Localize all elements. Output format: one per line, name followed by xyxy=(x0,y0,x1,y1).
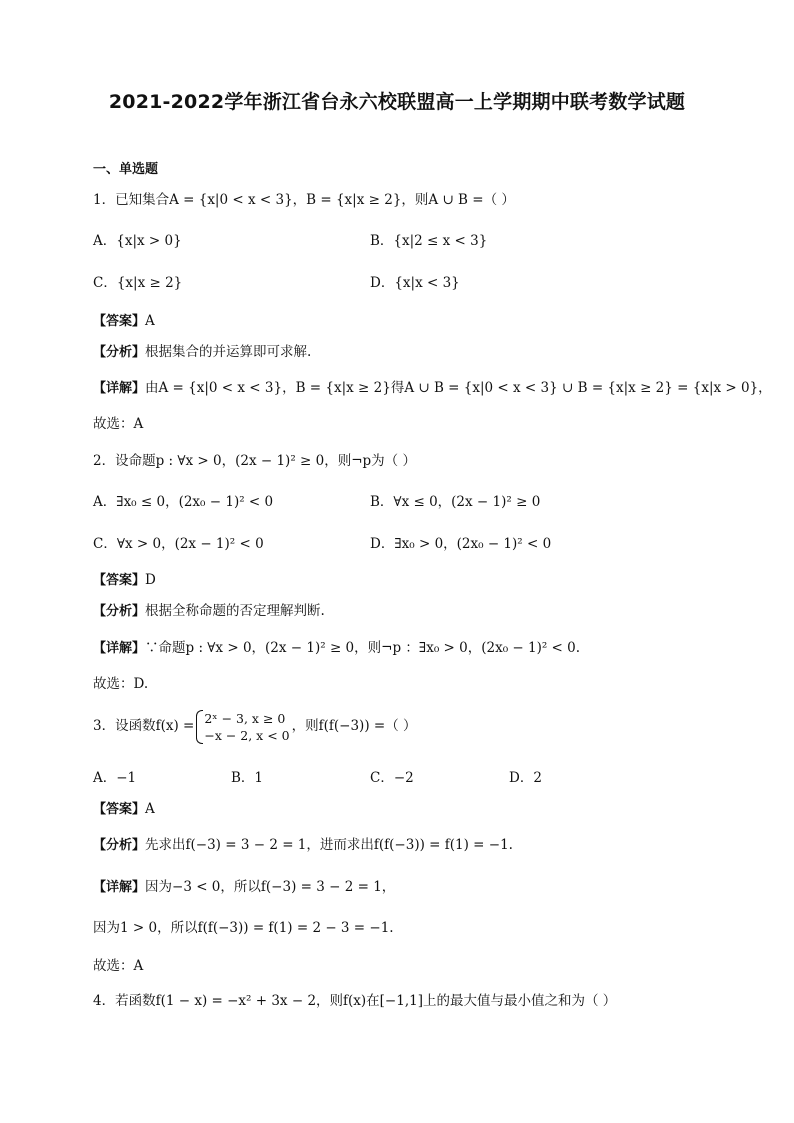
detail-tag: 【详解】 xyxy=(93,880,146,895)
q2-option-d: D．∃x₀ > 0，(2x₀ − 1)² < 0 xyxy=(370,536,552,552)
q2-analysis xyxy=(93,601,325,622)
q1-option-c: C．{x|x ≥ 2} xyxy=(93,275,183,291)
q3-analysis xyxy=(93,835,513,856)
piecewise-function xyxy=(196,710,289,744)
q3-stem xyxy=(93,709,416,744)
q3-option-d: D．2 xyxy=(509,770,542,786)
q1-analysis xyxy=(93,342,311,363)
q2-option-a: A．∃x₀ ≤ 0，(2x₀ − 1)² < 0 xyxy=(93,494,274,510)
q3-stem-pre: 3．设函数f(x) = xyxy=(93,718,195,734)
q1-option-b: B．{x|2 ≤ x < 3} xyxy=(370,233,488,249)
q3-answer xyxy=(93,799,155,820)
detail-text: 由A = {x|0 < x < 3}，B = {x|x ≥ 2}得A ∪ B = {x|0 < x < 3} ∪ B = {x|x ≥ 2} = {x|x > 0}， xyxy=(145,380,772,396)
analysis-tag: 【分析】 xyxy=(93,345,146,360)
answer-tag: 【答案】 xyxy=(93,802,146,817)
q3-detail xyxy=(93,877,395,898)
brace-icon xyxy=(196,710,203,744)
q3-stem-post: ，则f(f(−3)) =（ ） xyxy=(291,718,417,734)
section-heading: 一、单选题 xyxy=(93,162,159,177)
analysis-text: 先求出f(−3) = 3 − 2 = 1，进而求出f(f(−3)) = f(1) = −1. xyxy=(145,837,513,853)
piece-row-2: −x − 2, x < 0 xyxy=(204,727,290,743)
piece-row-1: 2ˣ − 3, x ≥ 0 xyxy=(204,710,286,726)
q2-stem: 2．设命题p : ∀x > 0，(2x − 1)² ≥ 0，则¬p为（ ） xyxy=(93,453,416,469)
analysis-tag: 【分析】 xyxy=(93,838,146,853)
detail-text: ∵命题p : ∀x > 0，(2x − 1)² ≥ 0，则¬p ：∃x₀ > 0，(2x₀ − 1)² < 0. xyxy=(145,640,581,656)
q3-option-b: B．1 xyxy=(231,770,264,786)
q1-choose: 故选：A xyxy=(93,416,144,432)
q1-option-a: A．{x|x > 0} xyxy=(93,233,182,249)
analysis-text: 根据全称命题的否定理解判断. xyxy=(145,603,325,619)
q3-option-a: A．−1 xyxy=(93,770,137,786)
q2-choose: 故选：D. xyxy=(93,676,149,692)
q1-detail xyxy=(93,378,772,399)
q1-answer xyxy=(93,311,155,332)
q1-stem: 1．已知集合A = {x|0 < x < 3}，B = {x|x ≥ 2}，则A ∪ B =（ ） xyxy=(93,192,515,208)
answer-tag: 【答案】 xyxy=(93,314,146,329)
analysis-text: 根据集合的并运算即可求解. xyxy=(145,344,312,360)
detail-tag: 【详解】 xyxy=(93,641,146,656)
q3-detail-2: 因为1 > 0，所以f(f(−3)) = f(1) = 2 − 3 = −1. xyxy=(93,920,394,936)
q2-option-b: B．∀x ≤ 0，(2x − 1)² ≥ 0 xyxy=(370,494,541,510)
q2-detail xyxy=(93,638,580,659)
q2-answer xyxy=(93,570,156,591)
detail-text: 因为−3 < 0，所以f(−3) = 3 − 2 = 1， xyxy=(145,879,396,895)
document-title: 2021-2022学年浙江省台永六校联盟高一上学期期中联考数学试题 xyxy=(108,91,686,113)
answer-tag: 【答案】 xyxy=(93,573,146,588)
q2-option-c: C．∀x > 0，(2x − 1)² < 0 xyxy=(93,536,264,552)
q3-option-c: C．−2 xyxy=(370,770,414,786)
answer-value: A xyxy=(145,313,155,329)
q4-stem: 4．若函数f(1 − x) = −x² + 3x − 2，则f(x)在[−1,1]上的最大值与最小值之和为（ ） xyxy=(93,993,617,1009)
answer-value: A xyxy=(145,801,155,817)
q3-choose: 故选：A xyxy=(93,958,144,974)
analysis-tag: 【分析】 xyxy=(93,604,146,619)
q1-option-d: D．{x|x < 3} xyxy=(370,275,460,291)
answer-value: D xyxy=(145,572,156,588)
detail-tag: 【详解】 xyxy=(93,381,146,396)
